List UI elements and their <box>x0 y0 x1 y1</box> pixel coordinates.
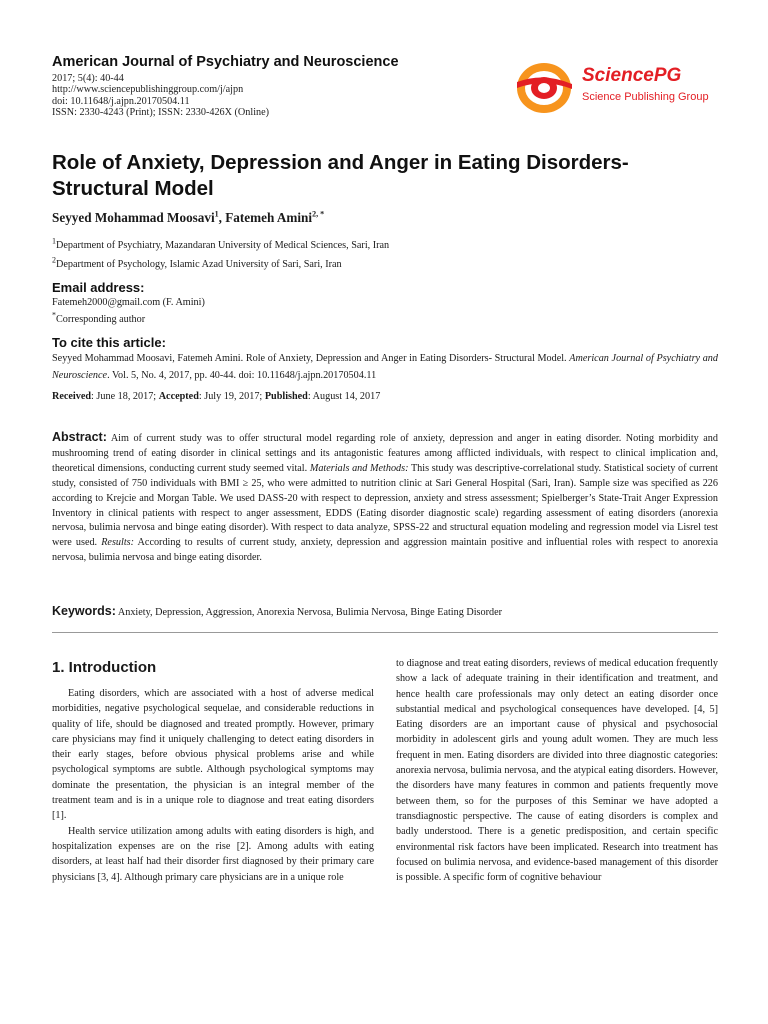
email-heading: Email address: <box>52 280 145 295</box>
author-1-sup: 1 <box>214 209 219 219</box>
abstract-aim: Aim of current study was to offer structural model regarding role of anxiety, depression and anger in eating disorder. Noting morbidity and mushrooming trend of eating disorder in clinical settings and its antagonistic features among afflicted individuals, with respect to clinical implication and, theoretical dimensions, conducting current study seemed vital. <box>52 433 718 474</box>
intro-paragraph-2: Health service utilization among adults with eating disorders is high, and hospitalization expenses are on the rise [2]. Among adults with eating disorders, at least half had their disorder first diagnosed by their primary care physicians [3, 4]. Although primary care physicians are in a unique role <box>52 825 374 883</box>
author-2-sup: 2, * <box>312 209 325 219</box>
affiliation-1-text: Department of Psychiatry, Mazandaran University of Medical Sciences, Sari, Iran <box>56 240 390 251</box>
received-label: Received <box>52 391 92 402</box>
left-column <box>52 686 374 885</box>
author-list <box>52 210 324 226</box>
article-dates <box>52 391 380 402</box>
abstract <box>52 430 718 566</box>
article-title <box>52 150 732 202</box>
author-1: Seyyed Mohammad Moosavi <box>52 210 215 225</box>
logo-name: SciencePG <box>582 65 682 86</box>
keywords-text: Anxiety, Depression, Aggression, Anorexia Nervosa, Bulimia Nervosa, Binge Eating Disorder <box>115 607 503 618</box>
citation-text <box>52 350 718 384</box>
citation-journal: American Journal of Psychiatry and Neuroscience <box>52 353 718 381</box>
abstract-methods: This study was descriptive-correlational study. Statistical society of current study, consisted of 750 individuals with BMI ≥ 25, who were admitted to nutrition clinic at Sari General Hospital (Sari, Iran). Sample size was specified as 226 according to Krejcie and Morgan Table. We used DASS-20 with respect to depression, anxiety and stress assessment; Spielberger’s State-Trait Anger Expression Inventory in clinical patients with respect to anger assessment, EDDS (Eating disorder diagnostic scale) regarding assessment of eating disorders (anorexia nervosa, bulimia nervosa and binge eating disorder). With respect to data analyze, SPSS-22 and structural equation modeling and regression model via Lisrel test were used. <box>52 462 718 549</box>
journal-volume: 2017; 5(4): 40-44 <box>52 73 124 84</box>
abstract-methods-label: Materials and Methods: <box>309 462 409 474</box>
corresponding-author <box>52 310 146 327</box>
section-divider <box>52 632 718 633</box>
affiliation-2-sup: 2 <box>52 255 56 265</box>
sciencepg-logo <box>514 58 714 118</box>
published-date: : August 14, 2017 <box>307 391 381 402</box>
corresponding-text: Corresponding author <box>56 314 146 325</box>
accepted-date: : July 19, 2017; <box>198 391 265 402</box>
journal-title: American Journal of Psychiatry and Neuroscience <box>52 54 399 70</box>
article-title-line-2: Structural Model <box>52 177 214 200</box>
introduction-heading: 1. Introduction <box>52 659 157 676</box>
keywords-label: Keywords: <box>52 604 116 618</box>
journal-url[interactable]: http://www.sciencepublishinggroup.com/j/ajpn <box>52 84 244 95</box>
citation-part-a: Seyyed Mohammad Moosavi, Fatemeh Amini. Role of Anxiety, Depression and Anger in Eating Disorders- Structural Model. <box>52 353 570 364</box>
intro-paragraph-3: to diagnose and treat eating disorders, reviews of medical education frequently show a lack of adequate training in their identification and treatment, and hence health care professionals may only detect an eating disorder once substantial medical and psychological consequences have developed. [4, 5] Eating disorders are an important cause of physical and psychosocial morbidity in adolescent girls and young adult women. They are much less frequent in men. Eating disorders are divided into three diagnostic categories: anorexia nervosa, bulimia nervosa, and the atypical eating disorders. However, the disorders have many features in common and patients frequently move between them, so for the purposes of this Seminar we have adopted a transdiagnostic perspective. The cause of eating disorders is complex and badly understood. There is a genetic predisposition, and certain specific environmental risk factors have been implicated. Research into treatment has focused on bulimia nervosa, and evidence-based management of this disorder is possible. A specific form of cognitive behaviour <box>396 658 718 884</box>
corresponding-sup: * <box>52 310 56 320</box>
affiliation-2-text: Department of Psychology, Islamic Azad University of Sari, Sari, Iran <box>56 259 342 270</box>
abstract-results-label: Results: <box>101 537 135 549</box>
abstract-results: According to results of current study, anxiety, depression and aggression maintain positive and influential roles with respect to anorexia nervosa, bulimia nervosa and binge eating disorder. <box>52 537 718 564</box>
keywords <box>52 604 718 618</box>
intro-paragraph-1: Eating disorders, which are associated with a host of adverse medical morbidities, negative psychological sequelae, and considerable reductions in quality of life, should be diagnosed and treated promptly. However, primary care physicians may find it uniquely challenging to detect eating disorders in their early stages, before obvious physical problems arise and while psychological symptoms are subtle. Although psychological symptoms may dominate the presentation, the physician is an integral member of the treatment team and is in a unique role to diagnose and treat eating disorders [1]. <box>52 688 374 822</box>
affiliation-2 <box>52 255 342 270</box>
email-address[interactable]: Fatemeh2000@gmail.com (F. Amini) <box>52 297 205 308</box>
received-date: : June 18, 2017; <box>91 391 159 402</box>
author-separator: , <box>218 210 226 225</box>
abstract-label: Abstract: <box>52 430 107 444</box>
journal-issn: ISSN: 2330-4243 (Print); ISSN: 2330-426X (Online) <box>52 107 270 118</box>
sciencepg-emblem-icon <box>514 58 576 118</box>
published-label: Published <box>264 391 308 402</box>
citation-part-b: . Vol. 5, No. 4, 2017, pp. 40-44. doi: 10.11648/j.ajpn.20170504.11 <box>107 370 377 381</box>
affiliation-1-sup: 1 <box>52 236 56 246</box>
accepted-label: Accepted <box>158 391 199 402</box>
logo-subtitle: Science Publishing Group <box>582 91 709 103</box>
affiliation-1 <box>52 236 390 251</box>
author-2: Fatemeh Amini <box>225 210 313 225</box>
journal-doi[interactable]: doi: 10.11648/j.ajpn.20170504.11 <box>52 96 190 107</box>
article-title-line-1: Role of Anxiety, Depression and Anger in Eating Disorders- <box>52 151 629 174</box>
cite-heading: To cite this article: <box>52 335 166 350</box>
right-column <box>396 656 718 885</box>
